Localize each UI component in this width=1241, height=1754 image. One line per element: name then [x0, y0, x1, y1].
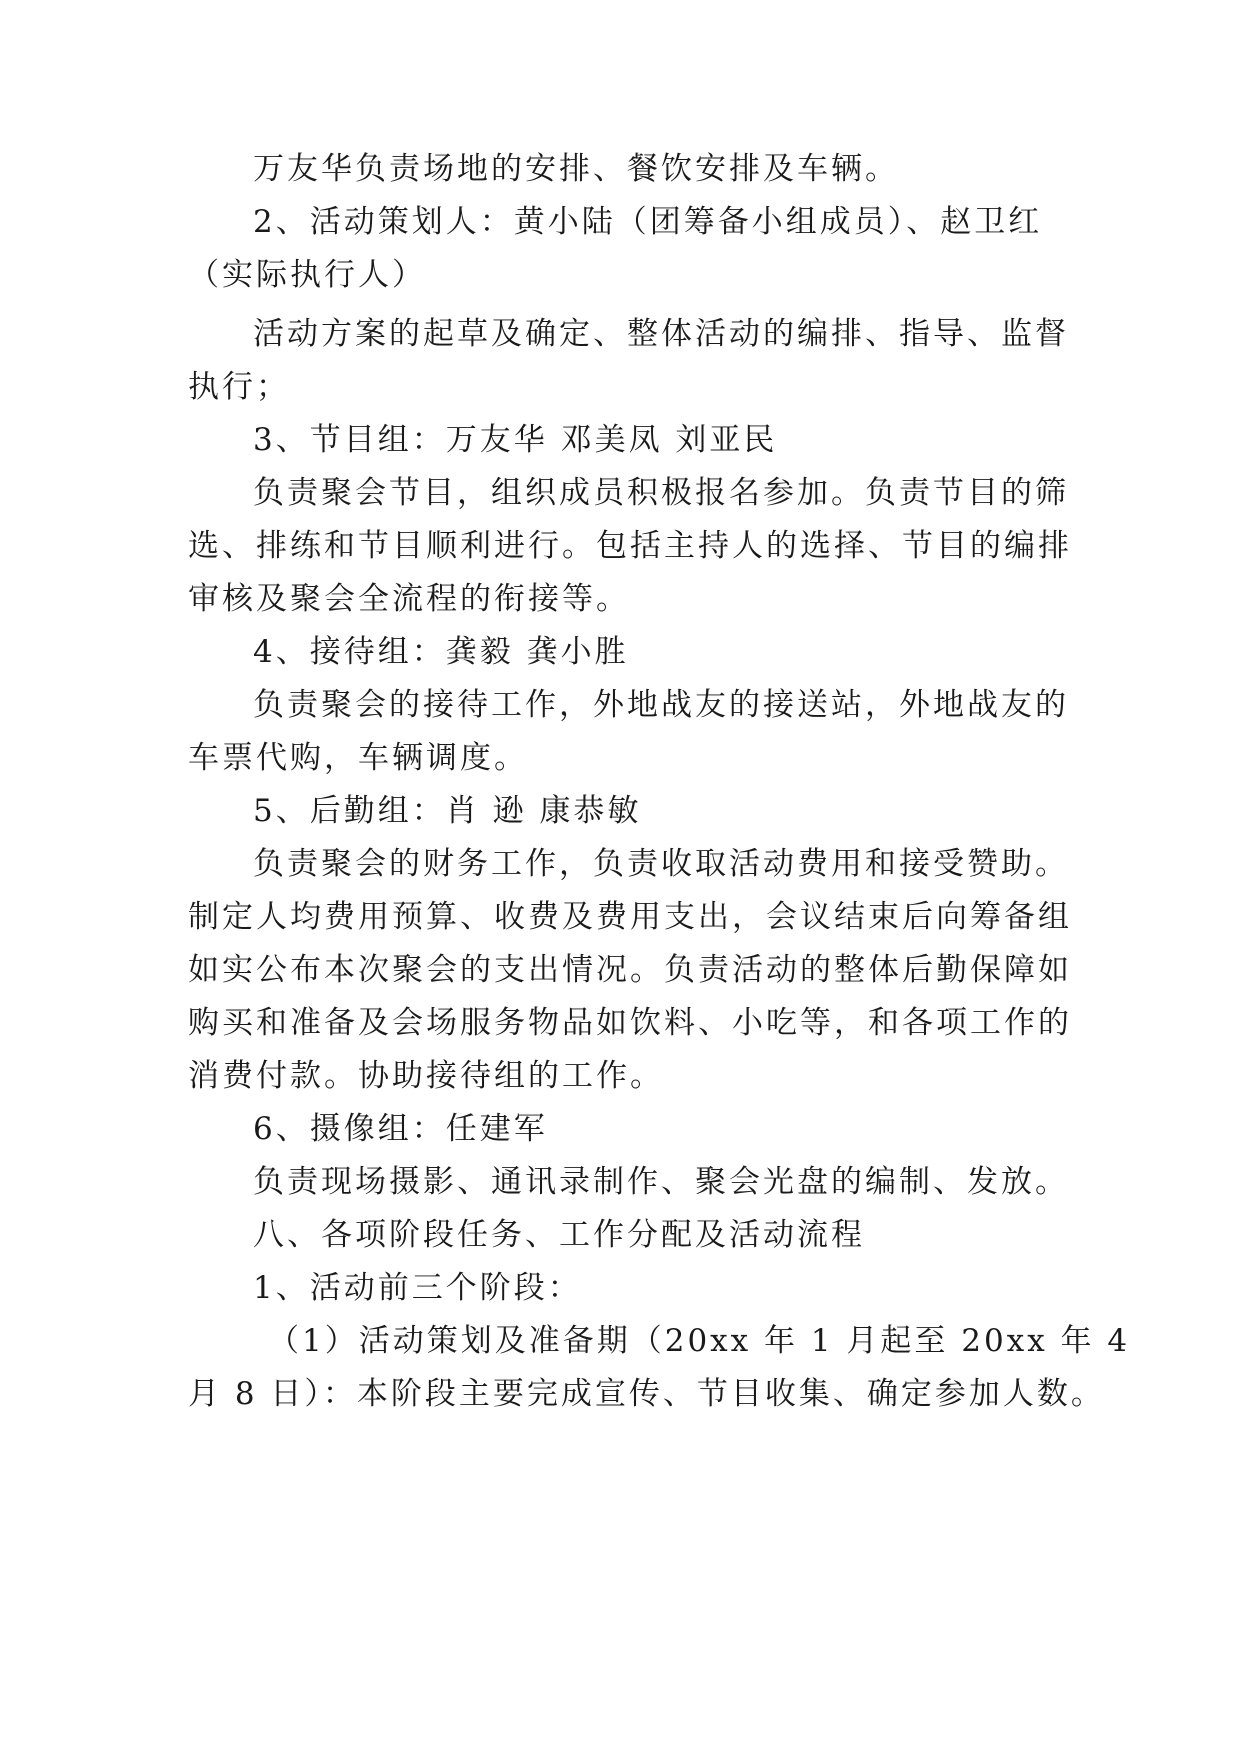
paragraph-line: 月 8 日）：本阶段主要完成宣传、节目收集、确定参加人数。 — [188, 1376, 1105, 1412]
paragraph-line: 车票代购，车辆调度。 — [188, 740, 528, 776]
paragraph-line: 购买和准备及会场服务物品如饮料、小吃等，和各项工作的 — [188, 1005, 1072, 1041]
section-heading: 八、各项阶段任务、工作分配及活动流程 — [253, 1217, 865, 1253]
paragraph-line: 负责现场摄影、通讯录制作、聚会光盘的编制、发放。 — [253, 1164, 1069, 1200]
list-item-heading: 1、活动前三个阶段： — [253, 1270, 582, 1306]
list-item-heading: 6、摄像组：任建军 — [253, 1111, 548, 1147]
paragraph-line: 负责聚会的财务工作，负责收取活动费用和接受赞助。 — [253, 846, 1069, 882]
paragraph-line: 负责聚会的接待工作，外地战友的接送站，外地战友的 — [253, 687, 1069, 723]
paragraph-line: 活动方案的起草及确定、整体活动的编排、指导、监督 — [253, 316, 1069, 352]
paragraph-line: 制定人均费用预算、收费及费用支出，会议结束后向筹备组 — [188, 899, 1072, 935]
paragraph-line: （1）活动策划及准备期（20xx 年 1 月起至 20xx 年 4 — [268, 1323, 1131, 1359]
list-item-heading: 2、活动策划人：黄小陆（团筹备小组成员）、赵卫红 — [253, 204, 1043, 240]
paragraph-line: 负责聚会节目，组织成员积极报名参加。负责节目的筛 — [253, 475, 1069, 511]
paragraph-line: 审核及聚会全流程的衔接等。 — [188, 581, 630, 617]
paragraph-line: 消费付款。协助接待组的工作。 — [188, 1058, 664, 1094]
paragraph-line: 执行； — [188, 369, 290, 405]
list-item-heading: 4、接待组：龚毅 龚小胜 — [253, 634, 629, 670]
list-item-heading: 3、节目组：万友华 邓美凤 刘亚民 — [253, 422, 778, 458]
paragraph-line: 选、排练和节目顺利进行。包括主持人的选择、节目的编排 — [188, 528, 1072, 564]
paragraph-line: （实际执行人） — [188, 257, 426, 293]
list-item-heading: 5、后勤组：肖 逊 康恭敏 — [253, 793, 642, 829]
paragraph-line: 如实公布本次聚会的支出情况。负责活动的整体后勤保障如 — [188, 952, 1072, 988]
paragraph-line: 万友华负责场地的安排、餐饮安排及车辆。 — [253, 151, 899, 187]
